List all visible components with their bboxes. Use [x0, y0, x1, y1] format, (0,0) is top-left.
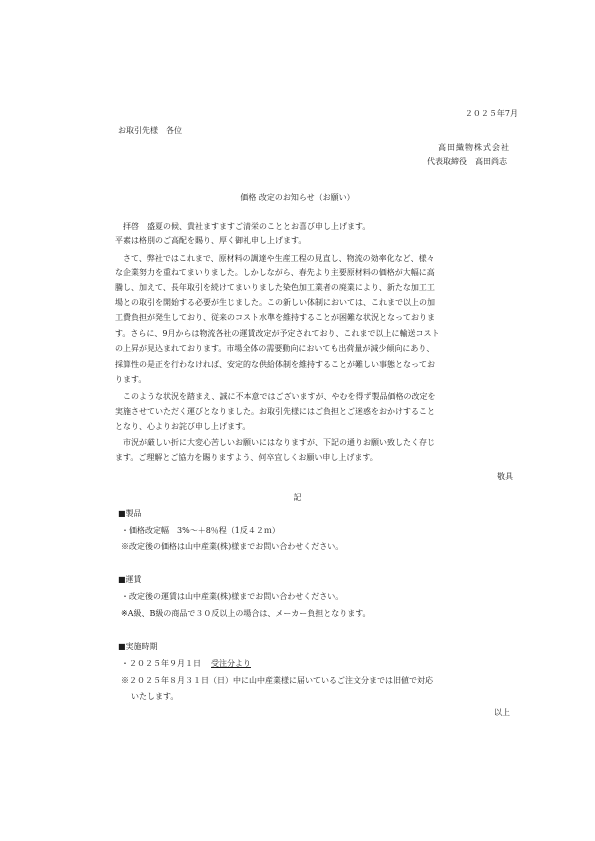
closing-keigu: 敬具 — [497, 472, 513, 481]
letter-date: ２０２５年7月 — [464, 109, 518, 118]
body-line: さて、弊社ではこれまで、原材料の調達や生産工程の見直し、物流の効率化など、様々 — [123, 254, 435, 263]
body-line: ります。 — [115, 375, 147, 384]
body-line: 採算性の是正を行わなければ、安定的な供給体制を維持することが難しい事態となってお — [115, 360, 435, 369]
product-note: ※改定後の価格は山中産業(株)様までお問い合わせください。 — [121, 542, 344, 551]
recipient: お取引先様 各位 — [118, 126, 182, 135]
body-line: 市況が厳しい折に大変心苦しいお願いにはなりますが、下記の通りお願い致したく存じ — [123, 438, 435, 447]
body-line: す。さらに、9月からは物流各社の運賃改定が予定されており、これまで以上に輸送コスト — [115, 329, 440, 338]
body-line: 工費負担が発生しており、従来のコスト水準を維持することが困難な状況となっておりま — [115, 313, 435, 322]
product-price-range: ・価格改定幅 3%～＋8％程（1反４２ｍ） — [121, 526, 280, 535]
schedule-date-line — [121, 659, 251, 669]
body-line: ます。ご理解とご協力を賜りますよう、何卒宜しくお願い申し上げます。 — [115, 453, 378, 462]
freight-heading: ■運賃 — [118, 575, 142, 584]
body-line: の上昇が見込まれております。市場全体の需要動向においても出荷量が減少傾向にあり、 — [115, 344, 435, 353]
freight-line: ・改定後の運賃は山中産業(株)様までお問い合わせください。 — [121, 592, 344, 601]
end-ijou: 以上 — [494, 708, 510, 717]
freight-note: ※A級、B級の商品で３０反以上の場合は、メーカー負担となります。 — [121, 609, 371, 618]
schedule-note: ※２０２５年８月３１日（日）中に山中産業様に届いているご注文分までは旧値で対応 — [121, 676, 433, 685]
body-line: 拝啓 盛夏の候、貴社ますますご清栄のこととお喜び申し上げます。 — [123, 222, 371, 231]
body-line: な企業努力を重ねてまいりました。しかしながら、春先より主要原材料の価格が大幅に高 — [115, 268, 435, 277]
sender-representative: 代表取締役 高田尚志 — [427, 157, 507, 166]
body-line: 騰し、加えて、長年取引を続けてまいりました染色加工業者の廃業により、新たな加工工 — [115, 283, 435, 292]
schedule-heading: ■実施時期 — [118, 642, 158, 651]
body-line: このような状況を踏まえ、誠に不本意ではございますが、やむを得ず製品価格の改定を — [123, 392, 436, 401]
schedule-note-cont: いたします。 — [131, 692, 179, 701]
letter-title: 価格 改定のお知らせ（お願い） — [240, 193, 355, 202]
body-line: 場との取引を開始する必要が生じました。この新しい体制においては、これまで以上の加 — [115, 298, 435, 307]
body-line: 平素は格別のご高配を賜り、厚く御礼申し上げます。 — [115, 236, 307, 245]
body-line: 実施させていただく運びとなりました。お取引先様にはご負担とご迷惑をおかけすること — [115, 407, 435, 416]
schedule-underlined: 受注分より — [211, 659, 251, 668]
product-heading: ■製品 — [118, 509, 142, 518]
body-line: となり、心よりお詫び申し上げます。 — [115, 422, 251, 431]
ki-heading: 記 — [293, 493, 302, 502]
schedule-date: ・２０２５年９月１日 — [121, 659, 201, 668]
sender-company: 高田織物株式会社 — [438, 143, 510, 152]
